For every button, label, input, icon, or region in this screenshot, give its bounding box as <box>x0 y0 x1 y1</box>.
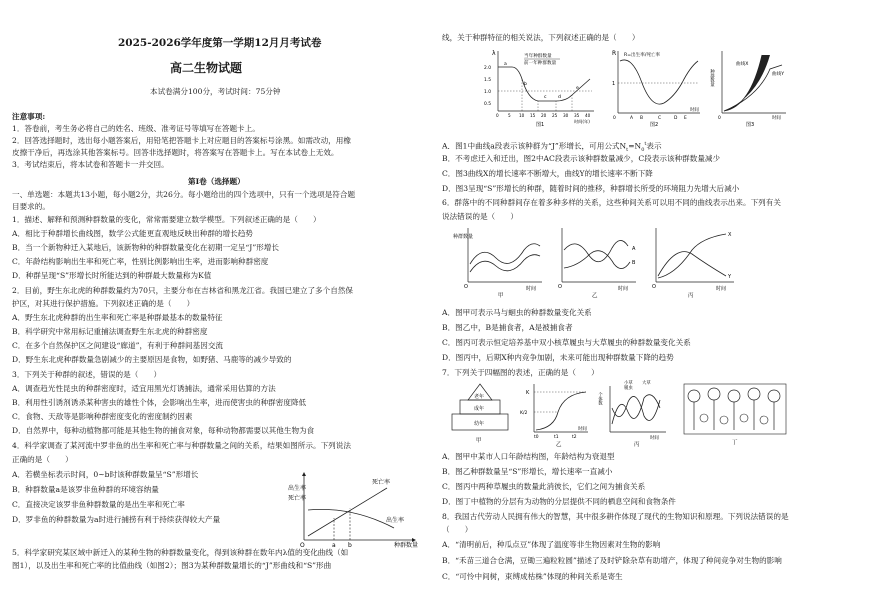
x-tick: A <box>630 116 634 121</box>
q1-option-b: B．当一个新物种迁入某地后，该新物种的种群数量变化在初期一定呈“J”形增长 <box>12 243 279 252</box>
q2-option-d: D．野生东北虎种群数量急剧减少的主要原因是食物，如野猪、马鹿等的减少导致的 <box>12 355 292 364</box>
section-intro: 目要求的。 <box>12 202 50 211</box>
q5-fig2 <box>608 47 706 127</box>
note-line: 2．回答选择题时，选出每小题答案后，用铅笔把答题卡上对应题目的答案标号涂黑。如需改动，用橡 <box>12 136 351 145</box>
x-label: 时间 <box>772 116 781 121</box>
caption: 丙 <box>634 442 640 448</box>
x-tick: C <box>658 116 662 121</box>
q6-fig-jia <box>452 224 548 298</box>
q4-stem: 正确的是（ ） <box>12 455 73 464</box>
origin: O <box>300 542 305 548</box>
tree-icon <box>688 390 700 402</box>
origin: 0 <box>613 116 616 121</box>
caption: 甲 <box>476 438 482 444</box>
q7-fig-bing <box>598 378 670 448</box>
x-label: 种群数量 <box>394 542 419 548</box>
forest-frame <box>684 384 786 434</box>
q2-option-b: B．科学研究中常用标记重捕法调查野生东北虎的种群密度 <box>12 327 208 336</box>
q1-stem: 1．描述、解释和预测种群数量的变化，常常需要建立数学模型。下列叙述正确的是（ ） <box>12 215 321 224</box>
q1-option-a: A．相比于种群增长曲线图，数学公式能更直观地反映出种群的增长趋势 <box>12 229 253 238</box>
note-line: 皮擦干净后，再选涂其他答案标号。回答非选择题时，将答案写在答题卡上。写在本试卷上无效。 <box>12 148 339 157</box>
y-tick: 1 <box>612 81 616 87</box>
shrub-icon <box>720 416 728 424</box>
exam-subtitle: 高二生物试题 <box>170 61 243 75</box>
q5-option-d: D．图3呈现“S”形增长的种群，随着时间的推移，种群增长所受的环境阻力先增大后减小 <box>442 184 740 193</box>
birth-rate-label: 出生率 <box>386 517 405 524</box>
q6-option-c: C．图丙可表示恒定培养基中双小核草履虫与大草履虫的种群数量变化关系 <box>442 338 691 347</box>
x-label: 时间 <box>578 427 587 432</box>
label-x: X <box>728 232 732 238</box>
r-curve <box>620 60 698 104</box>
q5-fig3 <box>710 47 790 127</box>
q6-stem: 6．群落中的不同种群间存在着多种多样的关系，这些种间关系可以用不同的曲线表示出来。下列有关 <box>442 198 781 207</box>
y-tick: 1.0 <box>484 90 491 95</box>
tree-icon <box>708 388 720 400</box>
q6-stem: 说法错误的是（ ） <box>442 212 518 221</box>
curve-1 <box>612 395 660 424</box>
birth-rate-curve <box>308 509 394 528</box>
y-tick: 2.0 <box>484 66 491 71</box>
q8-stem: （ ） <box>442 525 473 534</box>
x-tick: 0 <box>496 113 499 118</box>
q7-option-d: D．图丁中植物的分层有为动物的分层提供不同的栖息空间和食物条件 <box>442 497 676 506</box>
label-a: A <box>632 246 636 252</box>
q5-fig1 <box>482 47 602 127</box>
y-label: 种群数量 <box>453 234 474 240</box>
point-e: e <box>576 86 579 91</box>
caption: 图2 <box>650 122 659 127</box>
tick: t0 <box>534 435 539 440</box>
section-intro: 一、单选题：本题共13小题，每小题2分，共26分。每小题给出的四个选项中，只有一个选项是符合题 <box>12 190 356 199</box>
origin: O <box>464 284 468 290</box>
q4-option-b: B．种群数量a是该罗非鱼种群的环境容纳量 <box>12 485 159 494</box>
legend: R=出生率/死亡率 <box>624 53 661 58</box>
y-label: 种群数量 <box>710 69 715 87</box>
caption: 图1 <box>536 122 545 127</box>
x-tick: 40 <box>585 113 591 118</box>
caption: 图3 <box>746 122 755 127</box>
tree-icon <box>728 390 740 402</box>
tick: t2 <box>572 435 577 440</box>
x-tick: E <box>684 116 687 121</box>
q1-option-c: C．年龄结构影响出生率和死亡率，性别比例影响出生率，进而影响种群密度 <box>12 257 269 266</box>
y-label: 死亡率 <box>288 495 307 502</box>
x-label: 时间 <box>650 436 659 441</box>
q6-fig-bing <box>646 224 742 298</box>
curve-b <box>564 251 630 269</box>
x-label: 时间 <box>618 286 629 292</box>
q8-option-a: A．“清明前后，种瓜点豆”体现了温度等非生物因素对生物的影响 <box>442 540 661 549</box>
q4-stem: 4．科学家调查了某河流中罗非鱼的出生率和死亡率与种群数量之间的关系，结果如图所示。下列说法 <box>12 441 351 450</box>
q5-option-c: C．图3曲线X的增长速率不断增大，曲线Y的增长速率不断下降 <box>442 169 653 178</box>
x-tick: 35 <box>574 113 580 118</box>
q2-option-c: C．在多个自然保护区之间建设“廊道”，有利于种群间基因交流 <box>12 341 224 350</box>
x-label: 时间 <box>716 286 727 292</box>
q7-fig-ding <box>680 378 790 448</box>
shrub-icon <box>760 416 768 424</box>
score-line: 本试卷满分100分，考试时间：75分钟 <box>150 87 281 96</box>
legend: 小草 <box>624 381 633 386</box>
curve-1 <box>470 244 540 264</box>
x-tick: 10 <box>519 113 525 118</box>
x-label: 时间 <box>526 286 537 292</box>
s-curve <box>536 392 586 430</box>
q3-stem: 3．下列关于种群的叙述，错误的是（ ） <box>12 370 162 379</box>
y-label: 出生率 <box>288 485 307 492</box>
q5-stem: 5．科学家研究某区域中新迁入的某种生物的种群数量变化，得到该种群在数年内λ值的变化曲线（如 <box>12 548 349 557</box>
x-tick: B <box>640 116 644 121</box>
q2-stem: 护区，对其进行保护措施。下列叙述正确的是（ ） <box>12 299 195 308</box>
pyramid-label: 幼年 <box>474 421 485 427</box>
exam-title: 2025-2026学年度第一学期12月月考试卷 <box>118 37 322 49</box>
tree-icon <box>768 390 780 402</box>
shrub-icon <box>700 414 708 422</box>
q1-option-d: D．种群呈现“S”形增长时所能达到的种群最大数量称为K值 <box>12 271 212 280</box>
tick: t1 <box>554 435 559 440</box>
caption: 甲 <box>498 293 504 298</box>
origin: O <box>652 284 656 290</box>
notes-heading: 注意事项: <box>12 112 46 121</box>
shrub-icon <box>740 414 748 422</box>
q2-option-a: A．野生东北虎种群的出生率和死亡率是种群最基本的数量特征 <box>12 313 223 322</box>
x-tick: 20 <box>541 113 547 118</box>
legend-numerator: 当年种群数量 <box>524 54 552 59</box>
point-a: a <box>504 62 507 67</box>
x-tick: D <box>674 116 678 121</box>
legend: 履虫 <box>624 386 633 391</box>
x-label: 时间(年) <box>574 119 590 124</box>
origin: O <box>558 284 562 290</box>
q7-option-b: B．图乙种群数量呈“S”形增长，增长速率一直减小 <box>442 467 613 476</box>
section-heading: 第I卷（选择题） <box>188 177 245 186</box>
curve-y <box>658 252 726 276</box>
x-tick: 15 <box>530 113 536 118</box>
y-axis-arrow <box>302 472 306 476</box>
q4-option-d: D．罗非鱼的种群数量为a时进行捕捞有利于持续获得较大产量 <box>12 515 221 524</box>
y-label: 个体数 <box>598 392 603 406</box>
x-tick: 30 <box>563 113 569 118</box>
q6-option-b: B．图乙中，B是捕食者，A是被捕食者 <box>442 323 573 332</box>
q5-stem: 线，关于种群特征的相关说法，下列叙述正确的是（ ） <box>442 33 640 42</box>
point-c: c <box>544 95 547 100</box>
point-d: d <box>558 95 561 100</box>
q7-fig-jia <box>446 380 514 448</box>
q7-option-c: C．图丙中两种草履虫的数量此消彼长，它们之间为捕食关系 <box>442 482 646 491</box>
y-tick: 1.5 <box>484 78 491 83</box>
label-b: B <box>632 260 636 266</box>
caption: 乙 <box>556 442 562 448</box>
q3-option-a: A．调查趋光性昆虫的种群密度时，适宜用黑光灯诱捕法，通常采用估算的方法 <box>12 384 276 393</box>
k-label: K <box>526 390 530 396</box>
y-label: λ <box>492 50 496 57</box>
q3-option-d: D．自然界中，每种动植物都可能是其他生物的捕食对象，每种动物都需要以其他生物为食 <box>12 426 315 435</box>
x-tick: 5 <box>508 113 511 118</box>
q8-option-c: C．“可怜中间树，束缚成枯株”体现的种间关系是寄生 <box>442 572 623 581</box>
death-rate-label: 死亡率 <box>372 479 391 486</box>
q6-option-a: A．图甲可表示马与蛔虫的种群数量变化关系 <box>442 308 592 317</box>
pyramid-label: 老年 <box>474 394 485 400</box>
caption: 丙 <box>688 293 694 298</box>
caption: 丁 <box>732 440 738 446</box>
q8-option-b: B．“禾苗三道合仓满，豆锄三遍粒粒圆”描述了及时铲除杂草有助增产，体现了种间竞争对生物的影响 <box>442 556 782 565</box>
q7-option-a: A．图甲中某市人口年龄结构图，年龄结构为衰退型 <box>442 452 615 461</box>
pyramid-label: 成年 <box>474 406 485 412</box>
q8-stem: 8．我国古代劳动人民拥有伟大的智慧，其中很多耕作体现了现代的生物知识和原理。下列说法错误的是 <box>442 512 789 521</box>
curve-y-label: 曲线Y <box>772 72 784 77</box>
note-line: 1．答卷前，考生务必将自己的姓名、班级、准考证号等填写在答题卡上。 <box>12 124 260 133</box>
y-label: R <box>612 50 617 57</box>
legend: 大草 <box>642 381 651 386</box>
q2-stem: 2．目前，野生东北虎的种群数量约为70只，主要分布在吉林省和黑龙江省。我国已建立了多个自然保 <box>12 286 354 295</box>
q5-option-b: B．不考虑迁入和迁出，图2中AC段表示该种群数量减少，C段表示该种群数量减少 <box>442 154 721 163</box>
caption: 乙 <box>592 293 598 298</box>
q3-option-b: B．利用性引诱剂诱杀某种害虫的雄性个体，会影响出生率，进而使害虫的种群密度降低 <box>12 398 307 407</box>
q6-option-d: D．图丙中，后期X种内竞争加剧，未来可能出现种群数量下降的趋势 <box>442 353 674 362</box>
q5-stem: 图1），以及出生率和死亡率的比值曲线（如图2）；图3为某种群数量增长的“J”形曲线和“S”形曲 <box>12 561 332 570</box>
curve-x <box>658 234 726 278</box>
q3-option-c: C．食物、天敌等是影响种群密度变化的密度制约因素 <box>12 412 193 421</box>
point-b: b <box>524 82 527 87</box>
half-k-label: K/2 <box>520 411 528 416</box>
b-tick: b <box>348 542 352 548</box>
q6-fig-yi <box>552 224 642 298</box>
q4-graph <box>282 470 430 548</box>
q7-stem: 7．下列关于四幅图的表述，正确的是（ ） <box>442 368 599 377</box>
curve-x-label: 曲线X <box>736 62 749 67</box>
label-y: Y <box>728 274 732 280</box>
a-tick: a <box>332 542 336 548</box>
q5-option-a: A．图1中曲线a段表示该种群为“J”形增长，可用公式$N_t=N_0^t$表示 <box>442 141 662 154</box>
origin: 0 <box>718 116 721 121</box>
x-tick: 25 <box>552 113 558 118</box>
y-tick: 0.5 <box>484 102 491 107</box>
legend-denominator: 前一年种群数量 <box>524 61 557 66</box>
q4-option-c: C．直接决定该罗非鱼种群数量的是出生率和死亡率 <box>12 500 185 509</box>
q4-option-a: A．若横坐标表示时间，0~b时该种群数量呈“S”形增长 <box>12 470 199 479</box>
curve-2 <box>612 396 660 420</box>
x-label: 时间 <box>690 108 699 113</box>
q7-fig-yi <box>520 380 592 448</box>
tree-icons <box>688 388 780 430</box>
note-line: 3．考试结束后，将本试卷和答题卡一并交回。 <box>12 160 169 169</box>
tree-icon <box>748 388 760 400</box>
